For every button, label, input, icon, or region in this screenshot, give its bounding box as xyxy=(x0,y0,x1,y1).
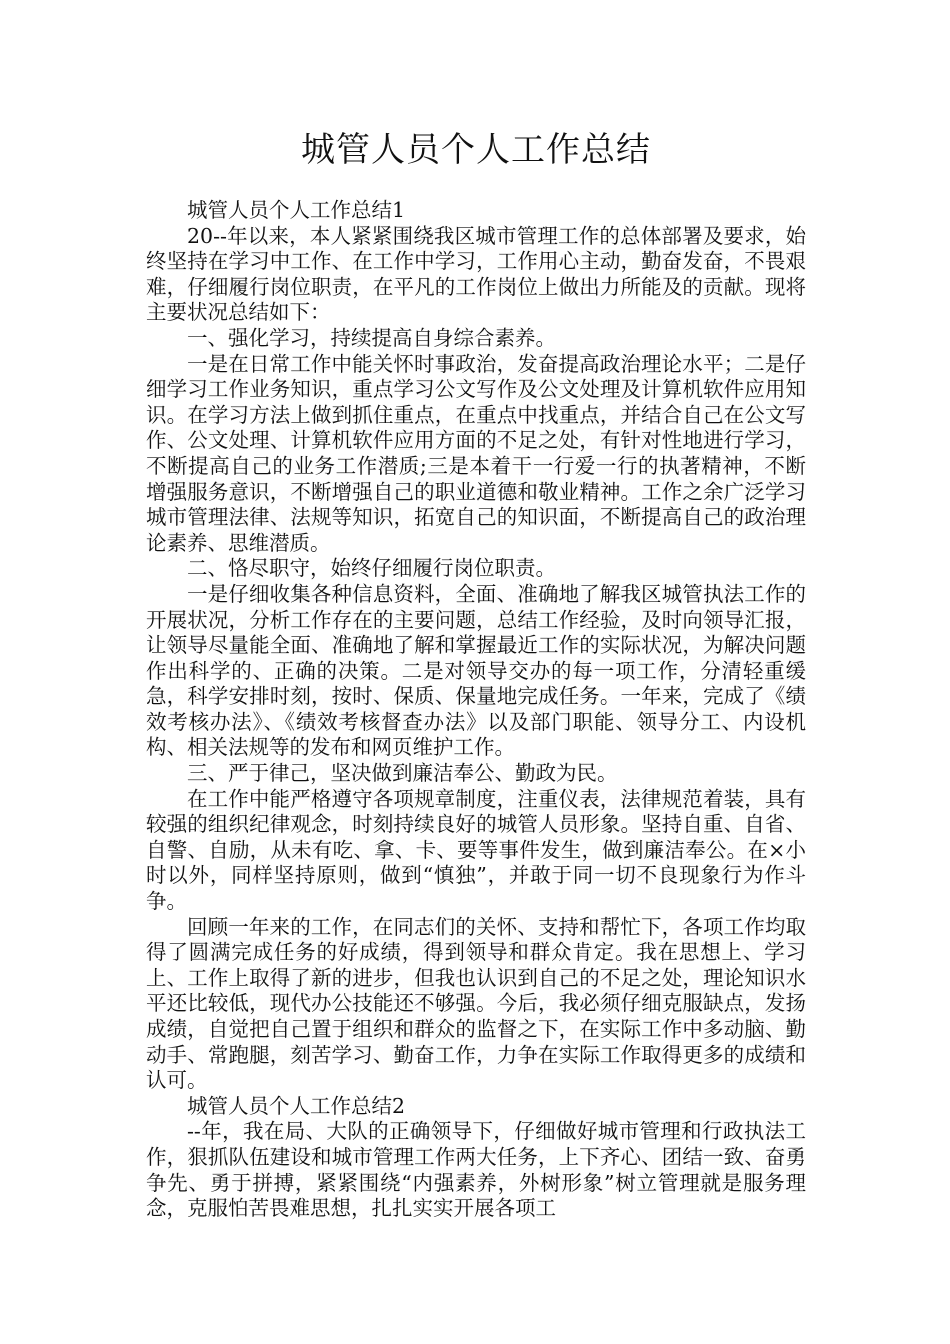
review-paragraph: 回顾一年来的工作，在同志们的关怀、支持和帮忙下，各项工作均取得了圆满完成任务的好成绩，得到领导和群众肯定。我在思想上、学习上、工作上取得了新的进步，但我也认识到自己的不足之处，理论知识水平还比较低，现代办公技能还不够强。今后，我必须仔细克服缺点，发扬成绩，自觉把自己置于组织和群众的监督之下，在实际工作中多动脑、勤动手、常跑腿，刻苦学习、勤奋工作，力争在实际工作取得更多的成绩和认可。 xyxy=(146,914,806,1093)
document-body xyxy=(146,198,806,1222)
document-title: 城管人员个人工作总结 xyxy=(301,130,651,170)
subheading-discipline: 三、严于律己，坚决做到廉洁奉公、勤政为民。 xyxy=(187,761,618,786)
subheading-study: 一、强化学习，持续提高自身综合素养。 xyxy=(187,325,556,350)
section-heading-1: 城管人员个人工作总结1 xyxy=(187,198,406,222)
duty-paragraph: 一是仔细收集各种信息资料，全面、准确地了解我区城管执法工作的开展状况，分析工作存在的主要问题，总结工作经验，及时向领导汇报，让领导尽量能全面、准确地了解和掌握最近工作的实际状况，为解决问题作出科学的、正确的决策。二是对领导交办的每一项工作，分清轻重缓急，科学安排时刻，按时、保质、保量地完成任务。一年来，完成了《绩效考核办法》、《绩效考核督查办法》以及部门职能、领导分工、内设机构、相关法规等的发布和网页维护工作。 xyxy=(146,581,806,760)
discipline-paragraph: 在工作中能严格遵守各项规章制度，注重仪表，法律规范着装，具有较强的组织纪律观念，时刻持续良好的城管人员形象。坚持自重、自省、自警、自励，从未有吃、拿、卡、要等事件发生，做到廉洁奉公。在×小时以外，同样坚持原则，做到“慎独”，并敢于同一切不良现象行为作斗争。 xyxy=(146,786,806,914)
subheading-duty: 二、恪尽职守，始终仔细履行岗位职责。 xyxy=(187,556,556,581)
study-paragraph: 一是在日常工作中能关怀时事政治，发奋提高政治理论水平；二是仔细学习工作业务知识，重点学习公文写作及公文处理及计算机软件应用知识。在学习方法上做到抓住重点，在重点中找重点，并结合自己在公文写作、公文处理、计算机软件应用方面的不足之处，有针对性地进行学习，不断提高自己的业务工作潜质;三是本着干一行爱一行的执著精神，不断增强服务意识，不断增强自己的职业道德和敬业精神。工作之余广泛学习城市管理法律、法规等知识，拓宽自己的知识面，不断提高自己的政治理论素养、思维潜质。 xyxy=(146,351,806,555)
document-page xyxy=(146,128,806,1222)
section-heading-2: 城管人员个人工作总结2 xyxy=(187,1093,406,1118)
section2-paragraph: --年，我在局、大队的正确领导下，仔细做好城市管理和行政执法工作，狠抓队伍建设和城市管理工作两大任务，上下齐心、团结一致、奋勇争先、勇于拼搏，紧紧围绕“内强素养，外树形象”树立管理就是服务理念，克服怕苦畏难思想，扎扎实实开展各项工 xyxy=(146,1119,806,1221)
intro-paragraph: 20--年以来，本人紧紧围绕我区城市管理工作的总体部署及要求，始终坚持在学习中工作、在工作中学习，工作用心主动，勤奋发奋，不畏艰难，仔细履行岗位职责，在平凡的工作岗位上做出力所能及的贡献。现将主要状况总结如下： xyxy=(146,223,806,325)
